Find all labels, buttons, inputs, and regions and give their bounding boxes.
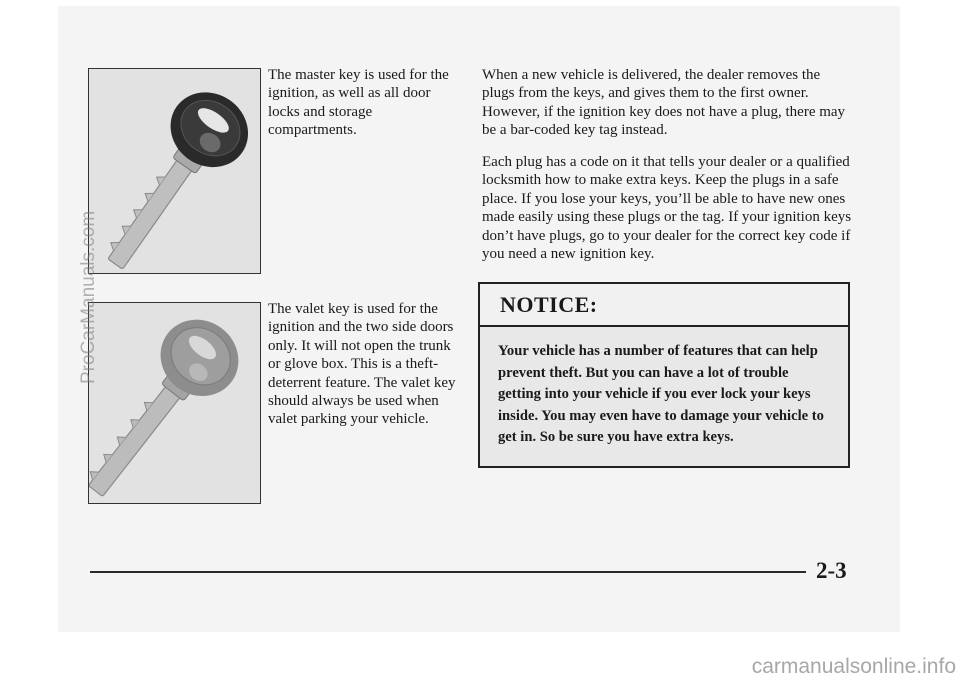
valet-key-icon: [89, 303, 260, 503]
notice-title: NOTICE:: [500, 291, 598, 317]
notice-header: [480, 284, 848, 327]
master-key-image: [88, 68, 261, 274]
side-watermark: ProCarManuals.com: [78, 210, 99, 384]
bottom-watermark: carmanualsonline.info: [751, 655, 956, 678]
notice-box: [478, 282, 850, 468]
page-number: 2-3: [816, 558, 847, 583]
key-code-paragraph: Each plug has a code on it that tells your dealer or a qualified locksmith how to make extra keys. Keep the plugs in a safe place. If you lose your keys, you’ll be able to have new ones made easily using these plugs or the tag. If your ignition keys don’t have plugs, go to your dealer for the correct key code if you need a new ignition key.: [482, 154, 852, 263]
valet-key-description: The valet key is used for the ignition and the two side doors only. It will not open the trunk or glove box. This is a theft-deterrent feature. The valet key should always be used when valet parking your vehicle.: [268, 301, 456, 428]
key-plugs-paragraph: When a new vehicle is delivered, the dealer removes the plugs from the keys, and gives them to the first owner. However, if the ignition key does not have a plug, there may be a bar-coded key tag instead.: [482, 67, 846, 139]
master-key-icon: [89, 69, 260, 273]
footer-rule: [90, 571, 806, 573]
notice-body: Your vehicle has a number of features that can help prevent theft. But you can have a lot of trouble getting into your vehicle if you ever lock your keys inside. You may even have to damage your vehicle to get in. So be sure you have extra keys.: [498, 343, 824, 445]
valet-key-image: [88, 302, 261, 504]
master-key-description: The master key is used for the ignition, as well as all door locks and storage compartments.: [268, 67, 449, 139]
